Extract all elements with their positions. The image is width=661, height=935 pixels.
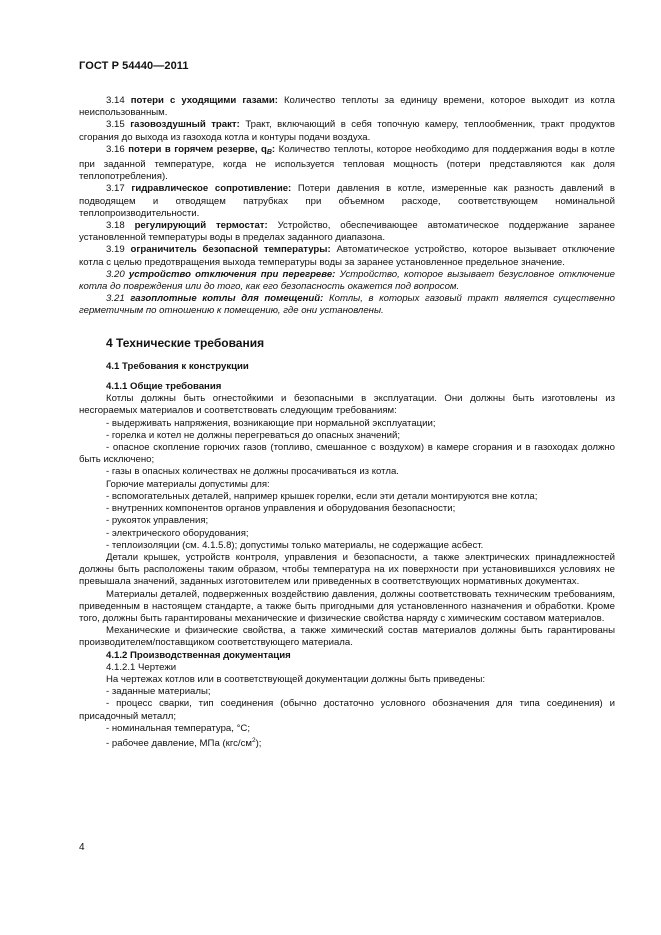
definition-number: 3.16 xyxy=(106,143,125,155)
definition-term: гидравлическое сопротивление: xyxy=(131,183,292,195)
definition-3-20 xyxy=(79,269,615,293)
list-item: - опасное скопление горючих газов (топливо, смешанное с воздухом) в камере сгорания и в газоходах должно быть исключено; xyxy=(79,442,615,466)
definition-3-18 xyxy=(79,220,615,244)
term-subscript: B xyxy=(266,148,272,156)
definition-text: Количество теплоты, которое необходимо для поддержания воды в котле при заданной температуре, когда не используется тепловая мощность (потери представляются как доля теплопотребления). xyxy=(79,143,615,183)
list-item-tail: ); xyxy=(255,737,262,749)
definition-term: регулирующий термостат: xyxy=(134,220,268,232)
definition-text: Потери давления в котле, измеренные как разность давлений в подводящем и отводящем патрубках при объемном расходе, соответствующем номинальной теплопроизводительности. xyxy=(79,183,615,219)
definition-number: 3.15 xyxy=(106,119,125,131)
definition-term: потери в горячем резерве, q xyxy=(128,143,267,155)
list-item: - газы в опасных количествах не должны просачиваться из котла. xyxy=(106,466,399,478)
subsection-4-1-2-1: 4.1.2.1 Чертежи xyxy=(106,661,177,673)
section-4-1-1-heading: 4.1.1 Общие требования xyxy=(106,381,222,393)
definitions-list xyxy=(79,95,615,318)
superscript: 2 xyxy=(251,736,256,744)
paragraph: Детали крышек, устройств контроля, управления и безопасности, а также электрических принадлежностей должны быть расположены таким образом, чтобы температура на их поверхности при установившихся условиях не превышала значений, заданных изготовителем или приведенных в соответствующих нормативных документах. xyxy=(79,551,615,588)
definition-term: газовоздушный тракт: xyxy=(130,119,240,131)
page-content xyxy=(79,95,615,750)
definition-text: Автоматическое устройство, которое вызывает отключение котла с целью предотвращения выхода температуры воды за заранее установленное предельное значение. xyxy=(79,244,616,268)
definition-term: ограничитель безопасной температуры: xyxy=(130,244,331,256)
definition-text: Устройство, которое вызывает безусловное отключение котла до повреждения или до того, как его безопасность окажется под вопросом. xyxy=(79,268,615,293)
definition-text: Устройство, обеспечивающее автоматическое поддержание заранее установленной температуры воды в пределах заданного диапазона. xyxy=(79,220,616,244)
definition-3-15 xyxy=(79,119,615,143)
paragraph: Механические и физические свойства, а также химический состав материалов должны быть гарантированы производителем/поставщиком соответствующего материала. xyxy=(79,625,615,649)
combustible-materials-list xyxy=(79,491,615,552)
term-tail: : xyxy=(271,143,276,155)
page-number: 4 xyxy=(79,842,85,853)
list-item xyxy=(79,735,615,750)
definition-text: Котлы, в которых газовый тракт является существенно герметичным по отношению к помещению, где они установлены. xyxy=(79,293,615,317)
list-item: - номинальная температура, °С; xyxy=(106,722,251,734)
paragraph: На чертежах котлов или в соответствующей документации должны быть приведены: xyxy=(106,673,486,685)
definition-3-16 xyxy=(79,144,615,184)
definition-3-21 xyxy=(79,293,615,317)
definition-term: газоплотные котлы для помещений: xyxy=(130,293,324,305)
list-item: - заданные материалы; xyxy=(106,686,211,698)
definition-number: 3.19 xyxy=(106,244,125,256)
definition-3-19 xyxy=(79,244,615,268)
section-4-1-heading: 4.1 Требования к конструкции xyxy=(106,360,249,372)
definition-3-17 xyxy=(79,183,615,220)
list-item: - электрического оборудования; xyxy=(106,527,249,539)
definition-number: 3.17 xyxy=(106,183,125,195)
list-item: - горелка и котел не должны перегреваться до опасных значений; xyxy=(106,429,401,441)
section-4-heading: 4 Технические требования xyxy=(106,335,265,350)
list-item: - теплоизоляции (см. 4.1.5.8); допустимы только материалы, не содержащие асбест. xyxy=(106,539,484,551)
list-item: - вспомогательных деталей, например крышек горелки, если эти детали монтируются вне котла; xyxy=(106,490,538,502)
definition-text: Тракт, включающий в себя топочную камеру, теплообменник, тракт продуктов сгорания до выхода из газохода котла и контуры подачи воздуха. xyxy=(79,119,615,143)
list-item-text: - рабочее давление, МПа (кгс/см xyxy=(106,737,252,749)
paragraph: Горючие материалы допустимы для: xyxy=(106,478,270,490)
drawing-requirements-list xyxy=(79,686,615,735)
definition-number: 3.18 xyxy=(106,220,125,232)
requirements-list xyxy=(79,418,615,479)
list-item: - рукояток управления; xyxy=(106,515,209,527)
definition-number: 3.21 xyxy=(106,293,125,305)
definition-term: потери с уходящими газами: xyxy=(130,95,278,106)
paragraph: Материалы деталей, подверженных воздействию давления, должны соответствовать техническим требованиям, приведенным в настоящем стандарте, а также быть пригодными для установленного назначения и обработки. Кроме того, должны быть гарантированы механические и физические свойства наряду с химическим составом материалов. xyxy=(79,588,615,624)
definition-number: 3.14 xyxy=(106,95,125,106)
definition-number: 3.20 xyxy=(106,268,125,280)
standard-header: ГОСТ Р 54440—2011 xyxy=(79,60,189,72)
paragraph: Котлы должны быть огнестойкими и безопасными в эксплуатации. Они должны быть изготовлены из несгораемых материалов и соответствовать следующим требованиям: xyxy=(79,393,615,417)
list-item: - процесс сварки, тип соединения (обычно достаточно условного обозначения для типа соединения) и присадочный металл; xyxy=(79,698,615,722)
section-4-1-2-heading: 4.1.2 Производственная документация xyxy=(106,649,291,661)
definition-3-14 xyxy=(79,95,615,119)
list-item: - выдерживать напряжения, возникающие при нормальной эксплуатации; xyxy=(106,417,436,429)
list-item: - внутренних компонентов органов управления и оборудования безопасности; xyxy=(106,503,456,515)
definition-term: устройство отключения при перегреве: xyxy=(128,268,336,280)
definition-text: Количество теплоты за единицу времени, которое выходит из котла неиспользованным. xyxy=(79,95,615,119)
